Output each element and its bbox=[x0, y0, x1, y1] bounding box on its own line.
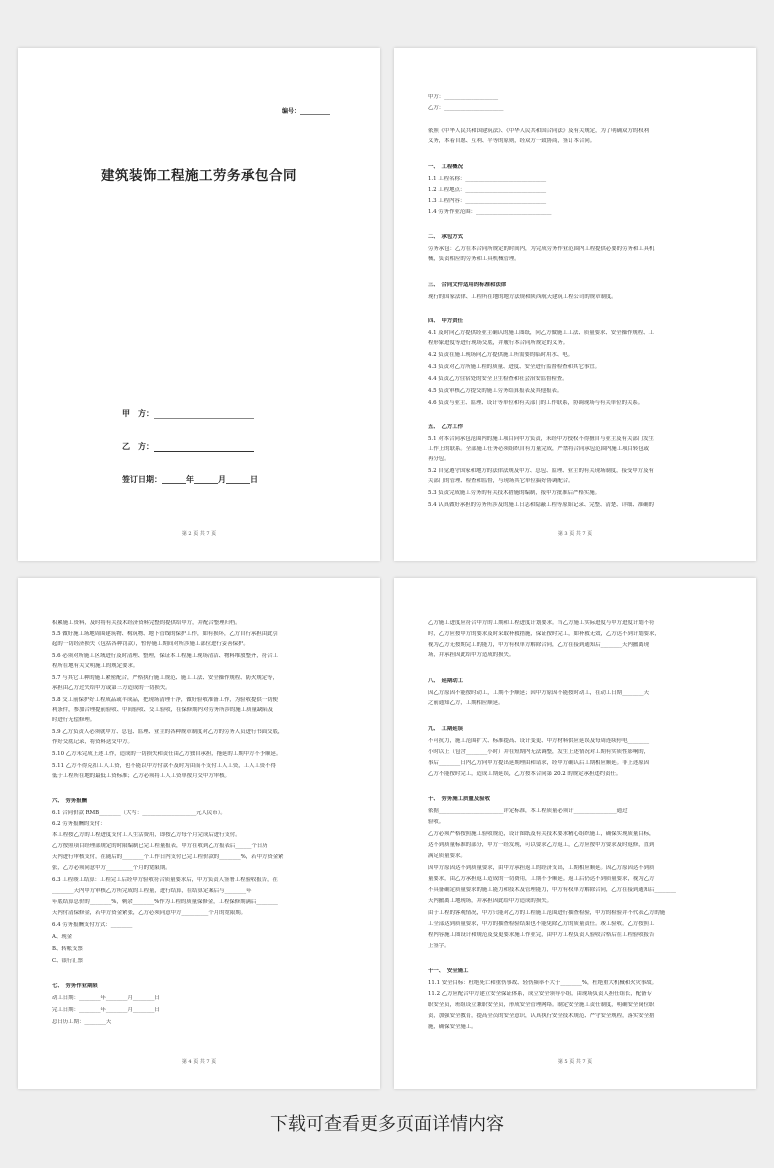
body-line: 5.7 与其它工种的施工紧密配合，严格执行施工规范、施工工法、安全操作规程、防火规定等， bbox=[52, 675, 278, 681]
body-line: 5.2 自觉遵守国家和地方的法律法规及甲方、总包、监理、业主的有关现场制度，接受甲方及有 bbox=[428, 468, 654, 474]
body-line: 4.3 负责对乙方所施工程的质量、进度、安全进行监督检查和其它事宜。 bbox=[428, 364, 601, 370]
body-line: 小时以上（包含________小时）并在短期内无法调整，发生上述情况对工期有实质性影响的， bbox=[428, 749, 650, 755]
more-pages-caption: 下载可查看更多页面详情内容 bbox=[270, 1114, 504, 1135]
body-line: 械，负责相应的劳务和工具机械管理。 bbox=[428, 256, 520, 262]
body-line: 劳务承包：乙方在本合同所规定的时间内，为完成劳务作业范围内工程提供必要的劳务和工具机 bbox=[428, 246, 655, 252]
body-line: 满足质量要求。 bbox=[428, 853, 466, 859]
body-line: 依据________________________评定标准，本工程质量必须计________________通过 bbox=[428, 808, 628, 814]
body-line: 起的一切经济损失（包括各种罚款），暂停施工期间对所涉施工部位进行妥善保护。 bbox=[52, 641, 249, 647]
body-line: 1.3 工程内容：______________________________ bbox=[428, 198, 547, 204]
body-line: 程所在地有关文明施工的规定要求。 bbox=[52, 663, 139, 669]
body-line: 职安全员，班组设立兼职安全员，形成安全管理网络。制定安全施工责任制度，明确安全岗位职 bbox=[428, 1002, 655, 1008]
body-line: 1.1 工程名称：______________________________ bbox=[428, 176, 547, 182]
page-number: 第 2 页 共 7 页 bbox=[181, 531, 217, 537]
party-b-label: 乙 方： bbox=[122, 441, 154, 451]
body-line: 依照《中华人民共和国建筑法》、《中华人民共和国合同法》及有关规定，为了明确双方的权利 bbox=[428, 128, 650, 134]
body-line: 责，加强安全教育，提高全员的安全意识，认真执行安全技术规范、严守安全规程，落实安全措 bbox=[428, 1013, 655, 1019]
cover-page bbox=[18, 48, 380, 561]
body-line: 工作上的联系。全部施工任务必须组织自有力量完成，严禁将合同承包范围内施工项目转包或 bbox=[428, 446, 650, 452]
body-line: ________天内甲方审核乙方所完成的工程量，进行结算，在结算定案后与________年 bbox=[52, 888, 252, 894]
page-number: 第 3 页 共 7 页 bbox=[557, 531, 593, 537]
body-line: 关部门的管理、检查和监督，与现场其它单位搞好协调配合。 bbox=[428, 478, 574, 484]
body-line: 5.3 负责完成施工劳务的有关技术措施的编制，报甲方批准后严格实施。 bbox=[428, 490, 601, 496]
body-line: 事后________日内乙方向甲方提出延期理由和请求，经甲方确认后工期相应顺延。非上述原因 bbox=[428, 760, 650, 766]
party-a-line bbox=[154, 410, 254, 419]
body-line: 量要求，由乙方承担返工造成的一切费用，工期不予顺延。返工后仍达不到质量要求，视为乙方 bbox=[428, 876, 655, 882]
party-b-line bbox=[154, 443, 254, 452]
body-line: 4.4 负责乙方住宿处的安全卫生检查和社会治安监督检查。 bbox=[428, 376, 568, 382]
body-line: 6.4 劳务报酬支付方式：________ bbox=[52, 922, 133, 928]
body-line: 由于工程的客观情况，甲方只能对乙方的工程施工范围进行抽查检验，甲方的检验并不代表乙方的施 bbox=[428, 910, 666, 916]
body-line: 天内撤离工地现场，并承担因此给甲方造成的损失。 bbox=[428, 898, 552, 904]
body-line: 场，并承担因此给甲方造成的损失。 bbox=[428, 652, 515, 658]
body-line: 乙方不能按时完工，造成工期延误，乙方按本合同第 20.2 的规定承担违约责任。 bbox=[428, 771, 622, 777]
page-number: 第 5 页 共 7 页 bbox=[557, 1059, 593, 1065]
body-line: 乙方施工进度应符合甲方的工期和工程进度计划要求。当乙方施工实际进度与甲方进度计划不符 bbox=[428, 620, 655, 626]
body-line: 天内进行审核支付，在随后的________个工作日内支付已完工程价款的________%，若甲方资金紧 bbox=[52, 854, 284, 860]
document-title: 建筑装饰工程施工劳务承包合同 bbox=[101, 168, 297, 184]
body-line: 4.5 负责审核乙方提交的施工劳务结算报表及其他报表。 bbox=[428, 388, 563, 394]
body-line: 程内容施工图设计和规范及变更要求施工作业完，由甲方工程负责人验收合格后在工程验收报告 bbox=[428, 932, 655, 938]
body-line: 总日历工期：________天 bbox=[52, 1019, 112, 1025]
body-line: 6.1 合同价款 RMB________（大写：____________________元人民币）。 bbox=[52, 810, 226, 816]
body-line: 验收。 bbox=[428, 819, 445, 825]
body-line: 4.6 负责与业主、监理、设计等单位和有关部门的工作联系，协调现场与有关单位的关系。 bbox=[428, 400, 644, 406]
section-heading: 二、 承包方式 bbox=[428, 234, 464, 240]
body-line: B、转帐支票 bbox=[52, 946, 83, 952]
body-line: C、银行汇票 bbox=[52, 958, 84, 964]
body-line: 张，乙方必须同意甲方__________个月的宽限期。 bbox=[52, 865, 171, 871]
section-heading: 四、 甲方责任 bbox=[428, 318, 464, 324]
party-a-signature bbox=[122, 408, 254, 419]
body-line: 6.3 工程竣工结算：工程完工后经甲方验收符合质量要求后，甲方负责人签署工程验收报告，在 bbox=[52, 877, 278, 883]
body-line: 5.11 乙方不得克扣工人工资，也不能以甲方付款不及时为由而不支付工人工资，工人工资不得 bbox=[52, 763, 276, 769]
body-line: 天内付清保修金，若甲方资金紧张，乙方必须同意甲方__________个月的宽限期。 bbox=[52, 910, 247, 916]
body-line: 现行的国家法律、工程所在地的地方法规和陕西航天建筑工程公司的规章制度。 bbox=[428, 294, 617, 300]
sign-date: 签订日期：______年______月______日 bbox=[122, 474, 258, 484]
body-line: 义务，本着自愿、互利、平等的原则，经双方一致协商，签订本合同。 bbox=[428, 138, 596, 144]
section-heading: 十一、 安全施工 bbox=[428, 968, 469, 974]
body-line: 再分包。 bbox=[428, 456, 450, 462]
body-line: 上签字。 bbox=[428, 943, 450, 949]
body-line: 5.10 乙方未完成上述工作，造成的一切损失和责任由乙方独自承担，拖延的工期甲方不予顺延。 bbox=[52, 751, 282, 757]
body-line: 本工程按乙方的工程进度支付工人生活费用，即按乙方每个月完成后进行支付。 bbox=[52, 832, 241, 838]
contract-page-4 bbox=[18, 578, 380, 1089]
body-line: 施，确保安全施工。 bbox=[428, 1024, 477, 1030]
body-line: 利条件，参加合理提前验收、中间验收、交工验收，在保修期内对劳务所涉的施工质量缺陷及 bbox=[52, 707, 274, 713]
body-line: 程形象进度等进行现场交底，并履行本合同所规定的义务。 bbox=[428, 340, 569, 346]
body-line: 因乙方原因不能按时动工，工期不予顺延；因甲方原因不能按时动工，在动工日期________天 bbox=[428, 690, 650, 696]
body-line: 达不到质量标准的部分，甲方一经发现，可以要求乙方返工，乙方应按甲方要求及时返修，直到 bbox=[428, 842, 655, 848]
body-line: 6.2 劳务报酬的支付： bbox=[52, 821, 106, 827]
body-line: 完工日期：________年________月________日 bbox=[52, 1007, 160, 1013]
body-line: 5.4 认真做好承担的劳务所涉及的施工日志和隐蔽工程等原始记录、完整、清楚、详细、准确的 bbox=[428, 502, 654, 508]
body-line: 5.8 交工前保护好工程成品或半成品，把现场清理干净，做好验收准备工作，为验收提供一切便 bbox=[52, 697, 278, 703]
body-line: 4.1 及时向乙方提供经业主确认的施工图纸，向乙方做施工工法、质量要求、安全操作规程、工 bbox=[428, 330, 654, 336]
section-heading: 五、 乙方工作 bbox=[428, 424, 464, 430]
body-line: 11.2 乙方应配合甲方建立安全保证体系，成立安全领导小组，由现场负责人担任组长，配备专 bbox=[428, 991, 652, 997]
contract-page-3 bbox=[394, 48, 756, 561]
body-line: 不可抗力，施工范围扩大、标准提高、设计变更、甲方材料供应延误及每周连续停电________ bbox=[428, 738, 650, 744]
body-line: 乙方：______________________ bbox=[428, 105, 504, 111]
body-line: 之前通知乙方，工期相应顺延。 bbox=[428, 700, 504, 706]
body-line: 甲方：____________________ bbox=[428, 94, 499, 100]
section-heading: 三、 合同文件适用的标准和法律 bbox=[428, 282, 507, 288]
body-line: 5.1 对本合同承包范围内的施工项目向甲方负责，未经甲方授权不得擅自与业主及有关部门发生 bbox=[428, 436, 654, 442]
section-heading: 十、 劳务施工质量及验收 bbox=[428, 796, 490, 802]
section-heading: 八、 延期动工 bbox=[428, 678, 464, 684]
body-line: 年底结算总价的________%，剩余________%作为工程的质量保修金，工程保修期满后________ bbox=[52, 899, 278, 905]
body-line: 5.5 做好施工场地周围建筑物、构筑物、地下管线的保护工作，如有损坏，乙方自行承担由此引 bbox=[52, 631, 278, 637]
body-line: 乙方按照项目经理部规定的时限编制已完工程量报表，甲方在收到乙方报表后______个日历 bbox=[52, 843, 268, 849]
body-line: 动工日期：________年________月________日 bbox=[52, 995, 160, 1001]
body-line: 积累施工资料，及时将有关技术经济资料完整的提供给甲方，并配合整理归档。 bbox=[52, 620, 241, 626]
body-line: A、现金 bbox=[52, 934, 73, 940]
body-line: 4.2 负责在施工现场向乙方提供施工所需要的临时用水、电。 bbox=[428, 352, 574, 358]
contract-page-5 bbox=[394, 578, 756, 1089]
body-line: 不具备确定质量要求的施工能力和技术及管理能力，甲方有权单方解除合同，乙方在接到通知后________ bbox=[428, 887, 676, 893]
body-line: 作好交底记录，将资料送交甲方。 bbox=[52, 739, 133, 745]
party-b-signature bbox=[122, 441, 254, 452]
page-number: 第 4 页 共 7 页 bbox=[181, 1059, 217, 1065]
body-line: 11.1 安全目标：杜绝死亡和重伤事故、轻伤频率不大于________%，杜绝重大机械和火灾事故。 bbox=[428, 980, 658, 986]
section-heading: 六、 劳务报酬 bbox=[52, 798, 88, 804]
body-line: 时，乙方应按甲方的要求及时采取补救措施，保证按时完工，如补救无效，乙方达不到计划要求， bbox=[428, 631, 660, 637]
body-line: 1.2 工程地点：______________________________ bbox=[428, 187, 547, 193]
party-a-label: 甲 方： bbox=[122, 408, 154, 418]
body-line: 低于工程所在地的最低工资标准；乙方必须将工人工资单按月交甲方审核。 bbox=[52, 773, 230, 779]
section-heading: 九、 工期延误 bbox=[428, 726, 464, 732]
body-line: 承担由乙方过失给甲方或第三方造成的一切损失。 bbox=[52, 685, 171, 691]
body-line: 时进行无偿修理。 bbox=[52, 717, 96, 723]
section-heading: 七、 劳务作业期限 bbox=[52, 983, 98, 989]
document-number: 编号：__________ bbox=[281, 108, 330, 115]
body-line: 视为乙方无按期完工的能力，甲方有权单方解除合同，乙方在接到通知后________天内撤离现 bbox=[428, 642, 650, 648]
body-line: 5.9 乙方负责人必须就甲方、总包、监理、业主的各种规章制度对乙方的劳务人员进行书面交底， bbox=[52, 729, 284, 735]
body-line: 因甲方原因达不到质量要求，由甲方承担返工的经济支出，工期相应顺延。因乙方原因达不到质 bbox=[428, 865, 655, 871]
body-line: 工全部达到质量要求，甲方的抽查检验结果也不能免除乙方的质量责任。竣工验收，乙方按照工 bbox=[428, 921, 655, 927]
body-line: 5.6 必须对所施工区域进行及时清理、整理，保证本工程施工现场清洁、物料堆放整齐，符合工 bbox=[52, 653, 278, 659]
body-line: 乙方必须严格按照施工验收规范，设计图纸及有关技术要求精心组织施工，确保实现质量目标， bbox=[428, 831, 655, 837]
body-line: 1.4 劳务作业范围：____________________________ bbox=[428, 209, 552, 215]
section-heading: 一、 工程概况 bbox=[428, 164, 464, 170]
